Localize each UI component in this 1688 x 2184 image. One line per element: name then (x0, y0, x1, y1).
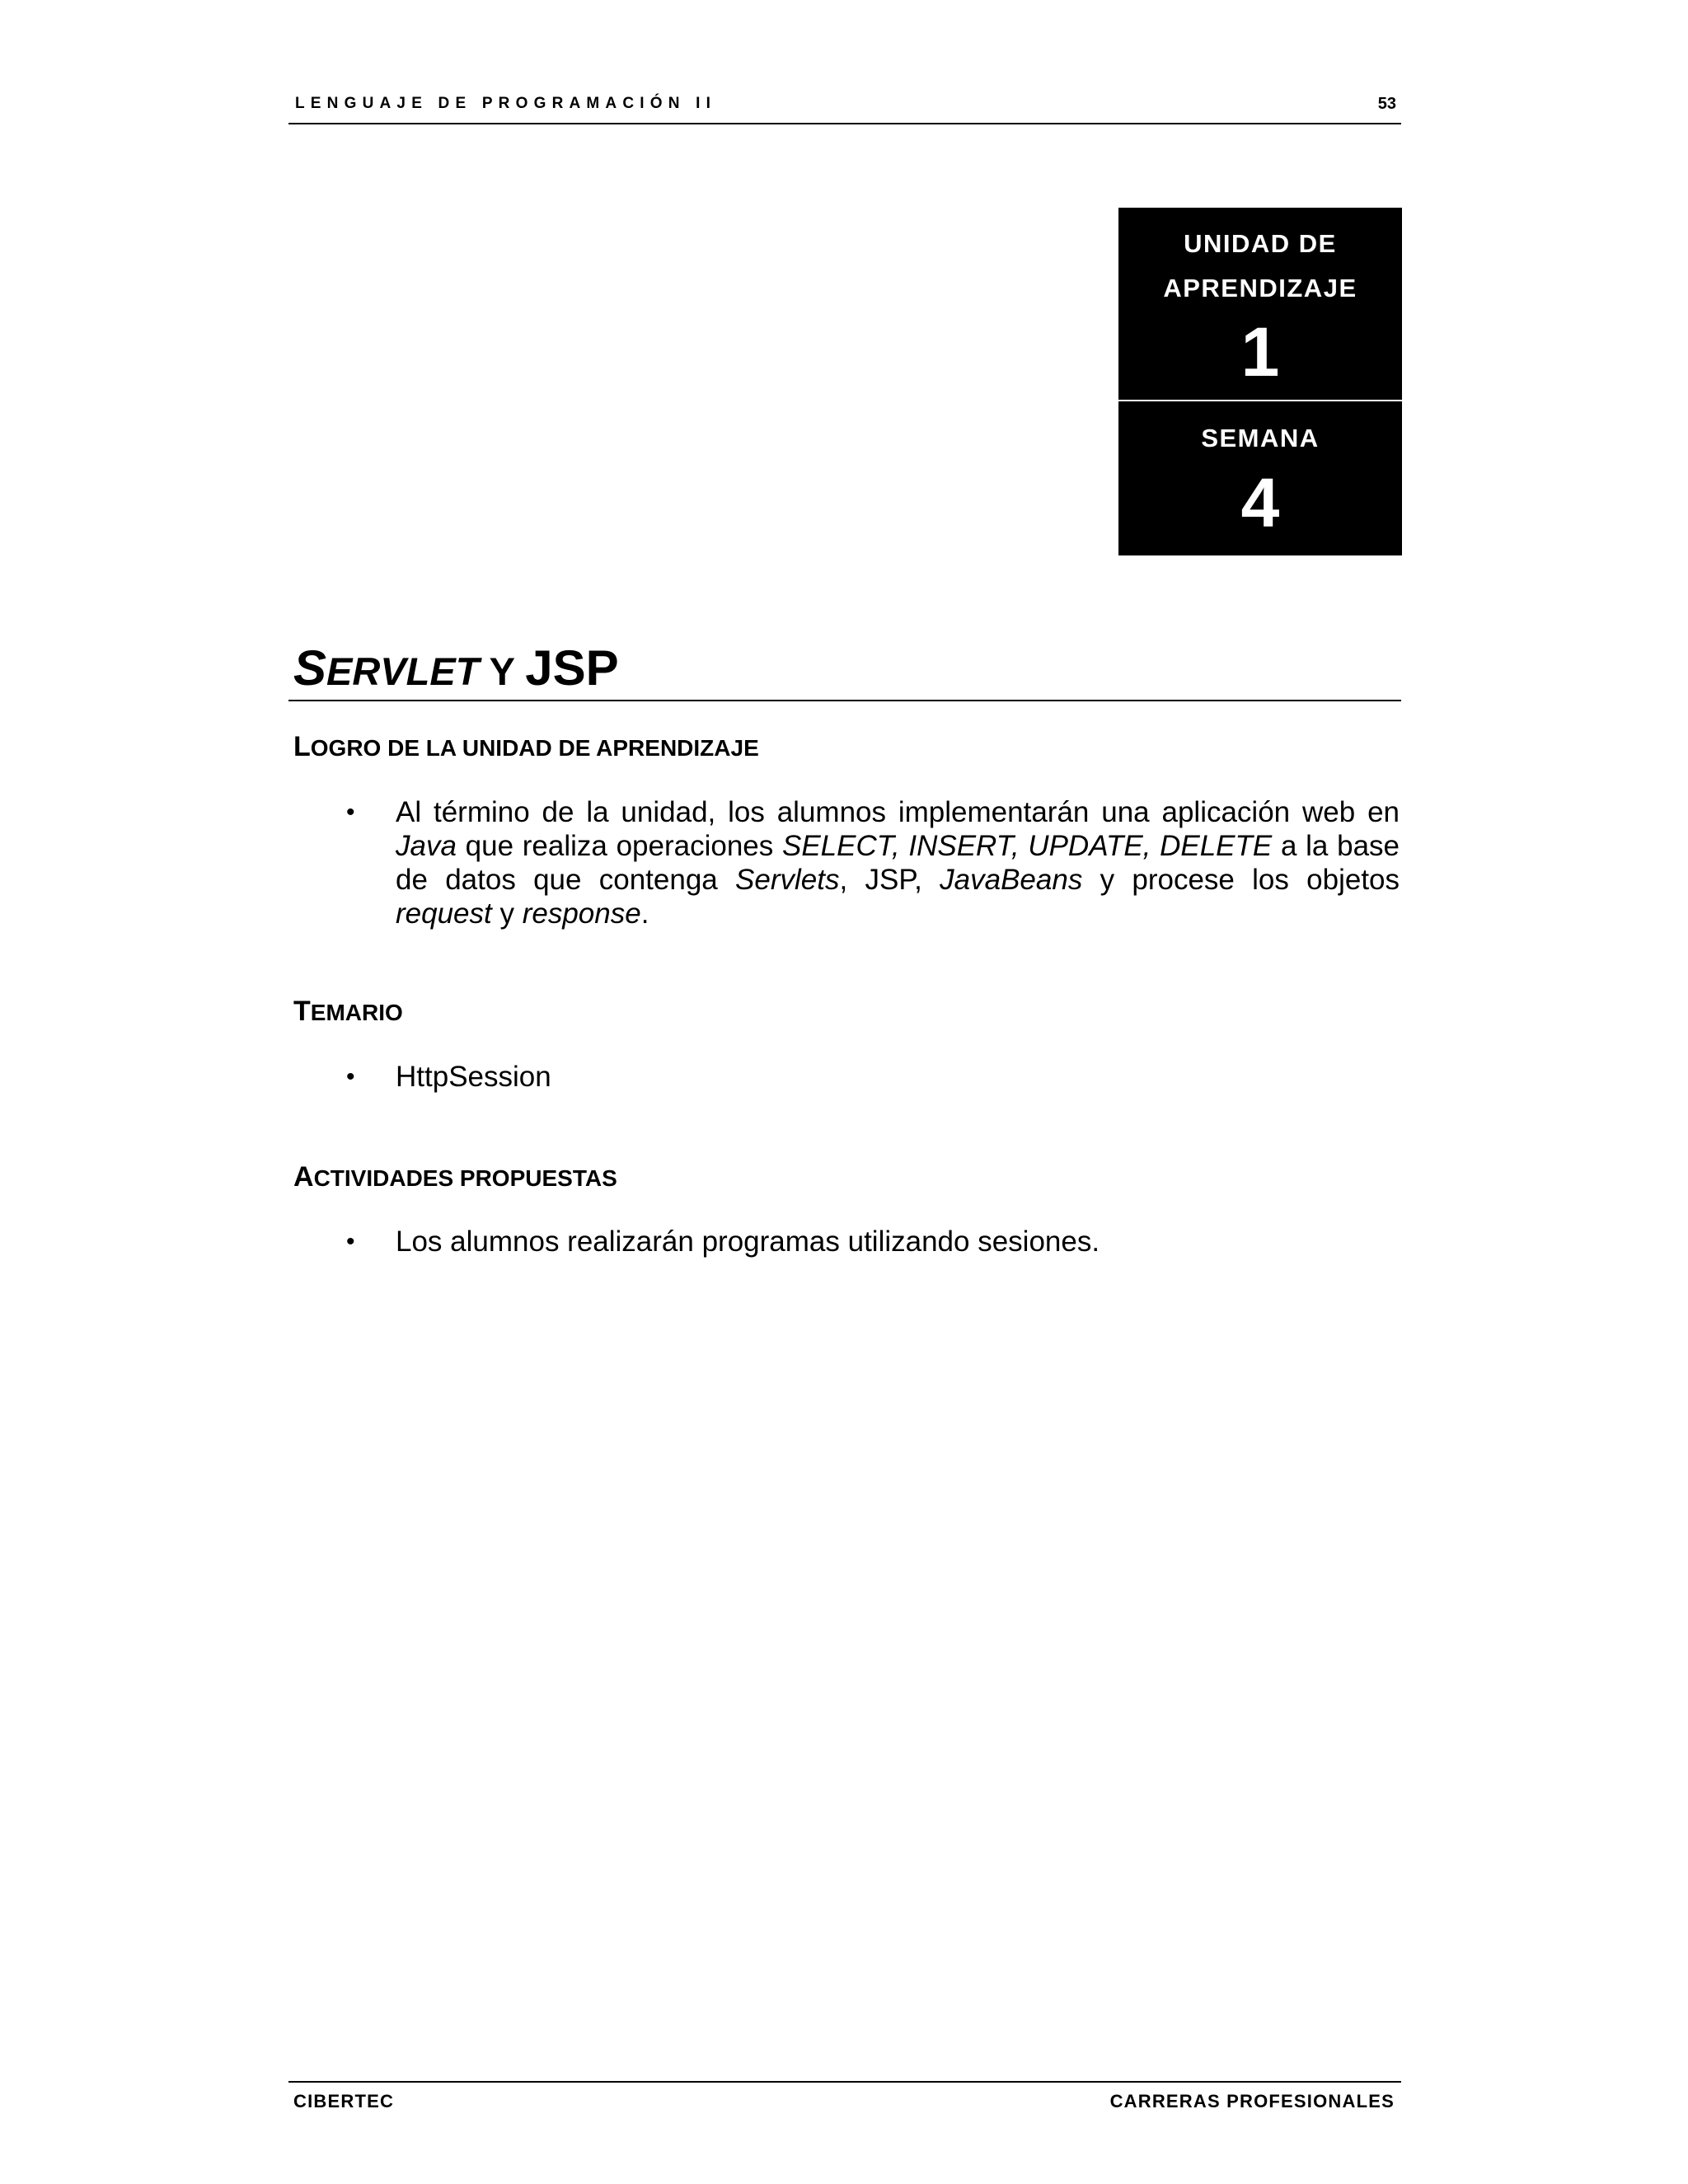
unit-label-line1: UNIDAD DE (1184, 229, 1337, 258)
title-servlet-rest: ERVLET (326, 649, 480, 693)
logro-text-segment: , JSP, (839, 864, 940, 896)
page-title (293, 640, 619, 701)
logro-bullet-item (346, 795, 1400, 930)
bullet-dot: • (346, 799, 355, 826)
logro-request: request (396, 898, 492, 930)
logro-line-1: Al término de la unidad, los alumnos implementarán una aplicación web en (396, 796, 1400, 828)
logro-line-3 (396, 863, 1400, 897)
actividades-heading-rest: CTIVIDADES PROPUESTAS (313, 1165, 617, 1191)
logro-heading-initial: L (293, 731, 311, 762)
logro-heading-rest: OGRO DE LA UNIDAD DE APRENDIZAJE (310, 735, 759, 761)
bullet-dot: • (346, 1228, 355, 1255)
logro-text-segment: . (640, 898, 649, 930)
logro-sql-ops: SELECT, INSERT, UPDATE, DELETE (781, 830, 1273, 862)
logro-heading (293, 730, 759, 765)
unit-week-box (1118, 208, 1402, 555)
temario-heading-rest: EMARIO (310, 1000, 403, 1025)
logro-text-segment: y procese los objetos (1082, 864, 1400, 896)
page-number: 53 (1377, 95, 1396, 113)
unit-number: 1 (1240, 313, 1280, 391)
logro-response: response (522, 898, 641, 930)
footer-right: CARRERAS PROFESIONALES (1109, 2091, 1395, 2111)
logro-servlets: Servlets (735, 864, 840, 896)
title-underline (288, 700, 1401, 701)
temario-heading-initial: T (293, 996, 311, 1027)
unit-box-divider (1118, 400, 1402, 401)
actividades-heading (293, 1160, 617, 1195)
logro-text-segment: a la base (1272, 830, 1400, 862)
bullet-dot: • (346, 1063, 355, 1090)
week-number: 4 (1240, 464, 1280, 541)
title-servlet-initial: S (293, 640, 327, 696)
temario-item-text: HttpSession (396, 1061, 551, 1093)
logro-text-segment: que realiza operaciones (456, 830, 782, 862)
actividades-heading-initial: A (293, 1161, 314, 1193)
logro-text-segment: de datos que contenga (396, 864, 736, 896)
week-label: SEMANA (1201, 424, 1320, 452)
page-footer (288, 2081, 1401, 2111)
logro-line-2 (396, 829, 1400, 863)
page-header (288, 93, 1401, 124)
actividades-item-text: Los alumnos realizarán programas utilizando sesiones. (396, 1226, 1100, 1258)
title-jsp: JSP (525, 640, 619, 696)
temario-bullet-item (346, 1060, 1400, 1094)
logro-text (396, 795, 1400, 930)
title-y: Y (479, 649, 526, 693)
footer-left: CIBERTEC (293, 2091, 395, 2111)
logro-line-4 (396, 897, 1400, 930)
temario-heading (293, 995, 403, 1029)
logro-java: Java (396, 830, 457, 862)
logro-javabeans: JavaBeans (940, 864, 1083, 896)
actividades-bullet-item (346, 1225, 1400, 1258)
logro-text-segment: y (491, 898, 523, 930)
unit-label-line2: APRENDIZAJE (1163, 274, 1357, 302)
course-title: LENGUAJE DE PROGRAMACIÓN II (295, 95, 717, 112)
